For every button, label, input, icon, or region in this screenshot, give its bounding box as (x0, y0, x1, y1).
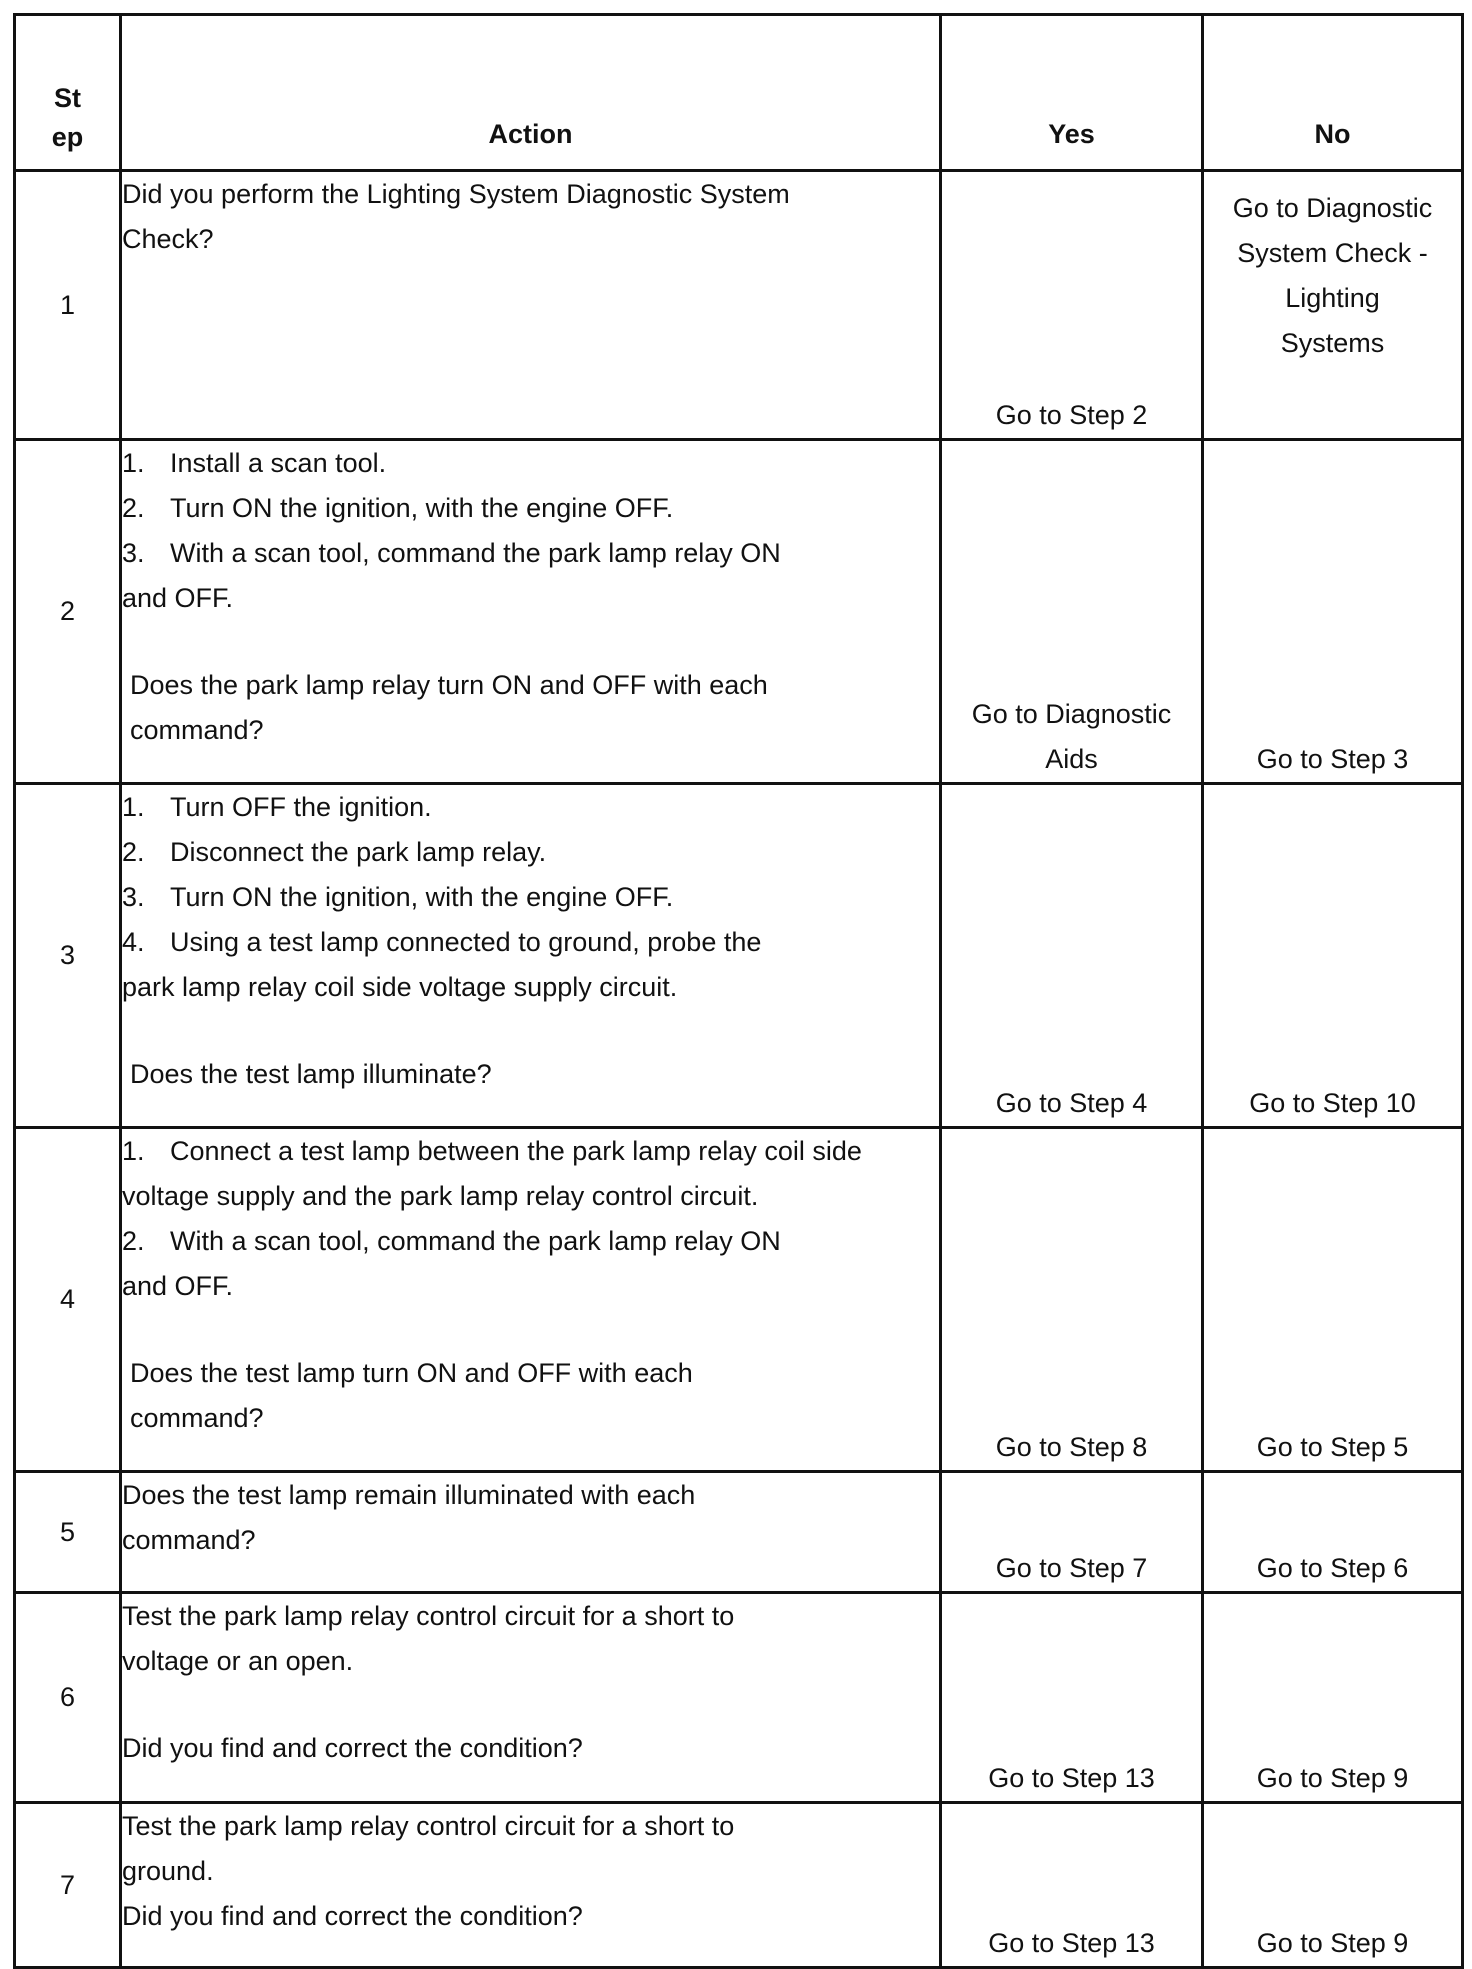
table-row (15, 1803, 1463, 1968)
step-number: 1 (15, 171, 121, 440)
no-cell: Go to Step 9 (1203, 1593, 1463, 1803)
action-item: 1. Connect a test lamp between the park lamp relay coil side voltage supply and the park lamp relay control circuit. (122, 1136, 862, 1211)
yes-cell: Go to Step 2 (941, 171, 1203, 440)
header-step (15, 15, 121, 171)
yes-cell: Go to Step 13 (941, 1593, 1203, 1803)
header-yes: Yes (941, 15, 1203, 171)
no-cell (1203, 171, 1463, 440)
no-cell: Go to Step 5 (1203, 1128, 1463, 1472)
yes-cell: Go to Step 7 (941, 1472, 1203, 1593)
action-cell (121, 1593, 941, 1803)
diagnostic-table (13, 13, 1464, 1969)
action-text: Did you perform the Lighting System Diagnostic System Check? (122, 179, 790, 254)
header-step-line1: St (54, 83, 81, 113)
action-item-text: Disconnect the park lamp relay. (170, 837, 547, 867)
header-no: No (1203, 15, 1463, 171)
action-item-text: Install a scan tool. (170, 448, 387, 478)
table-row (15, 784, 1463, 1128)
action-item-text: Using a test lamp connected to ground, probe the park lamp relay coil side voltage supply circuit. (122, 927, 762, 1002)
action-item: 2. Disconnect the park lamp relay. (122, 837, 547, 867)
action-item-text: Connect a test lamp between the park lamp relay coil side voltage supply and the park lamp relay control circuit. (122, 1136, 862, 1211)
action-item-text: Turn OFF the ignition. (170, 792, 432, 822)
action-question: Did you find and correct the condition? (122, 1733, 583, 1763)
action-item: 4. Using a test lamp connected to ground, probe the park lamp relay coil side voltage supply circuit. (122, 927, 762, 1002)
step-number: 4 (15, 1128, 121, 1472)
no-cell: Go to Step 3 (1203, 440, 1463, 784)
action-text: Test the park lamp relay control circuit for a short to voltage or an open. (122, 1601, 735, 1676)
action-cell (121, 440, 941, 784)
no-text: Go to Diagnostic System Check - Lighting Systems (1232, 193, 1433, 358)
action-question: Does the test lamp illuminate? (130, 1059, 492, 1089)
table-row (15, 1593, 1463, 1803)
header-step-line2: ep (51, 122, 84, 152)
table-row (15, 440, 1463, 784)
action-cell (121, 784, 941, 1128)
action-item-text: Turn ON the ignition, with the engine OFF. (170, 882, 674, 912)
action-text: Test the park lamp relay control circuit for a short to ground. (122, 1811, 735, 1886)
action-item: 3. Turn ON the ignition, with the engine OFF. (122, 882, 674, 912)
header-action: Action (121, 15, 941, 171)
no-cell: Go to Step 9 (1203, 1803, 1463, 1968)
action-item: 2. With a scan tool, command the park lamp relay ON and OFF. (122, 1226, 781, 1301)
table-row (15, 1472, 1463, 1593)
yes-cell: Go to Step 4 (941, 784, 1203, 1128)
yes-cell: Go to Step 13 (941, 1803, 1203, 1968)
table-row (15, 1128, 1463, 1472)
table-row (15, 171, 1463, 440)
action-text: Does the test lamp remain illuminated with each command? (122, 1480, 696, 1555)
no-cell: Go to Step 6 (1203, 1472, 1463, 1593)
step-number: 3 (15, 784, 121, 1128)
action-question: Does the test lamp turn ON and OFF with each command? (130, 1358, 693, 1433)
action-item: 3. With a scan tool, command the park lamp relay ON and OFF. (122, 538, 781, 613)
no-cell: Go to Step 10 (1203, 784, 1463, 1128)
action-item: 2. Turn ON the ignition, with the engine OFF. (122, 493, 674, 523)
yes-cell (941, 440, 1203, 784)
action-cell (121, 171, 941, 440)
action-item-text: With a scan tool, command the park lamp relay ON and OFF. (122, 538, 781, 613)
yes-text: Go to Diagnostic Aids (971, 699, 1172, 774)
yes-cell: Go to Step 8 (941, 1128, 1203, 1472)
step-number: 2 (15, 440, 121, 784)
step-number: 6 (15, 1593, 121, 1803)
action-cell (121, 1128, 941, 1472)
action-item: 1. Install a scan tool. (122, 448, 387, 478)
action-item: 1. Turn OFF the ignition. (122, 792, 432, 822)
action-cell (121, 1803, 941, 1968)
diagnostic-table-sheet (13, 13, 1461, 1969)
action-item-text: With a scan tool, command the park lamp relay ON and OFF. (122, 1226, 781, 1301)
action-item-text: Turn ON the ignition, with the engine OFF. (170, 493, 674, 523)
action-question: Does the park lamp relay turn ON and OFF with each command? (130, 670, 768, 745)
action-cell (121, 1472, 941, 1593)
step-number: 7 (15, 1803, 121, 1968)
header-row (15, 15, 1463, 171)
step-number: 5 (15, 1472, 121, 1593)
action-question: Did you find and correct the condition? (122, 1901, 583, 1931)
